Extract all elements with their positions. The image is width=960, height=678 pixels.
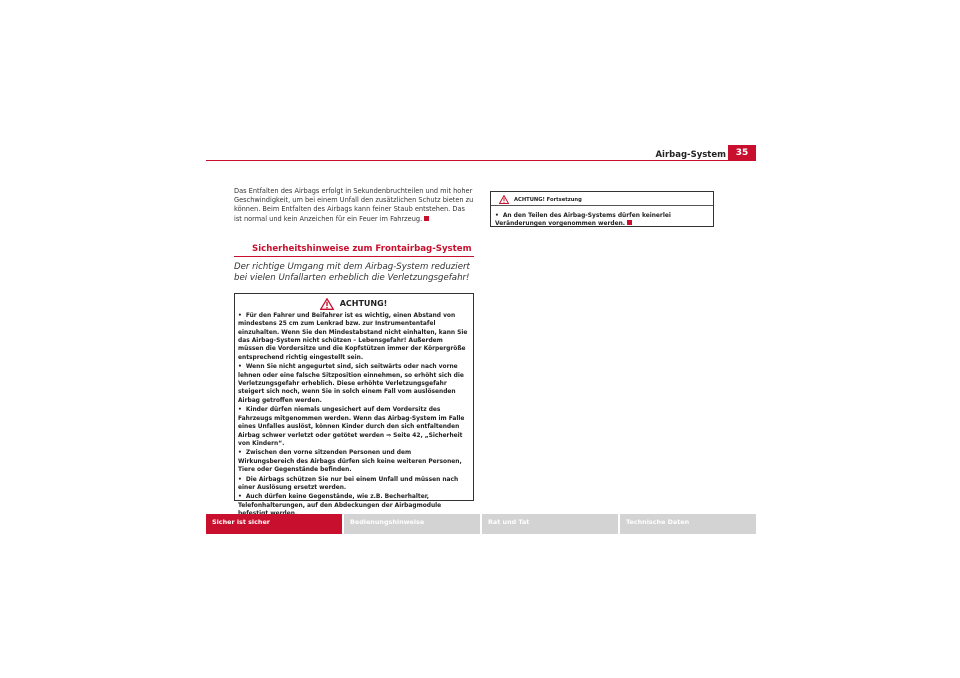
- footer-tab-technische-daten[interactable]: Technische Daten: [620, 514, 756, 534]
- section-end-marker-icon: [627, 220, 632, 225]
- intro-paragraph: [234, 187, 474, 224]
- header-rule: [206, 160, 756, 161]
- footer-tab-sicher-ist-sicher[interactable]: Sicher ist sicher: [206, 514, 342, 534]
- intro-text: Das Entfalten des Airbags erfolgt in Sekundenbruchteilen und mit hoher Geschwindigkeit, um bei einem Unfall den zusätzlichen Schutz bieten zu können. Beim Entfalten des Airbags kann feiner Staub entstehen. Das ist normal und kein Anzeichen für ein Feuer im Fahrzeug.: [234, 187, 474, 223]
- bullet-icon: •: [238, 364, 242, 371]
- warning-triangle-icon: [320, 298, 334, 310]
- warning-continued-label: ACHTUNG! Fortsetzung: [514, 196, 582, 203]
- warning-item-text: Wenn Sie nicht angegurtet sind, sich seitwärts oder nach vorne lehnen oder eine falsche Sitzposition einnehmen, so erhöht sich die Verletzungsgefahr erheblich. Diese erhöhte Verletzungsgefahr steigert sich noch, wenn Sie in solch einem Fall vom auslösenden Airbag getroffen werden.: [238, 364, 464, 404]
- section-end-marker-icon: [424, 216, 429, 221]
- section-lead: Der richtige Umgang mit dem Airbag-System reduziert bei vielen Unfallarten erheblich die Verletzungsgefahr!: [234, 261, 470, 284]
- warning-item-text: Kinder dürfen niemals ungesichert auf dem Vordersitz des Fahrzeugs mitgenommen werden. Wenn das Airbag-System im Falle eines Unfalles auslöst, können Kinder durch den sich entfaltenden Airbag schwer verletzt oder getötet werden ⇒ Seite 42, „Sicherheit von Kindern“.: [238, 407, 465, 447]
- warning-item-text: Für den Fahrer und Beifahrer ist es wichtig, einen Abstand von mindestens 25 cm zum Lenkrad bzw. zur Instrumententafel einzuhalten. Wenn Sie den Mindestabstand nicht einhalten, kann Sie das Airbag-System nicht schützen – Lebensgefahr! Außerdem müssen die Vordersitze und die Kopfstützen immer der Körpergröße entsprechend richtig eingestellt sein.: [238, 312, 468, 361]
- footer-tab-bedienungshinweise[interactable]: Bedienungshinweise: [344, 514, 480, 534]
- section-title: Sicherheitshinweise zum Frontairbag-System: [234, 244, 474, 257]
- left-column: [234, 187, 474, 509]
- warning-item-text: An den Teilen des Airbag-Systems dürfen keinerlei Veränderungen vorgenommen werden.: [495, 213, 671, 228]
- warning-item: [238, 476, 469, 493]
- bullet-icon: •: [238, 494, 242, 501]
- warning-item: [238, 312, 469, 362]
- footer-tab-rat-und-tat[interactable]: Rat und Tat: [482, 514, 618, 534]
- warning-continued-header: [491, 194, 713, 206]
- warning-item: [495, 212, 709, 229]
- bullet-icon: •: [238, 450, 242, 457]
- warning-item: [238, 406, 469, 448]
- warning-item-text: Zwischen den vorne sitzenden Personen und dem Wirkungsbereich des Airbags dürfen sich keine weiteren Personen, Tiere oder Gegenstände befinden.: [238, 450, 462, 474]
- warning-header: [238, 298, 469, 310]
- warning-item: [238, 449, 469, 474]
- warning-continued-box: [490, 191, 714, 227]
- bullet-icon: •: [238, 476, 242, 483]
- bullet-icon: •: [238, 407, 242, 414]
- warning-triangle-icon: [499, 195, 509, 204]
- bullet-icon: •: [238, 312, 242, 319]
- warning-item-text: Auch dürfen keine Gegenstände, wie z.B. Becherhalter, Telefonhalterungen, auf den Abdeckungen der Airbagmodule: [238, 494, 442, 509]
- warning-item: [238, 363, 469, 405]
- footer-nav: [206, 514, 756, 534]
- warning-label: ACHTUNG!: [339, 299, 388, 309]
- page-title: Airbag-System: [655, 150, 726, 160]
- page-number: 35: [728, 145, 756, 161]
- warning-item-text: Die Airbags schützen Sie nur bei einem Unfall und müssen nach einer Auslösung ersetzt werden.: [238, 476, 459, 491]
- warning-box: [234, 293, 474, 509]
- bullet-icon: •: [495, 213, 499, 219]
